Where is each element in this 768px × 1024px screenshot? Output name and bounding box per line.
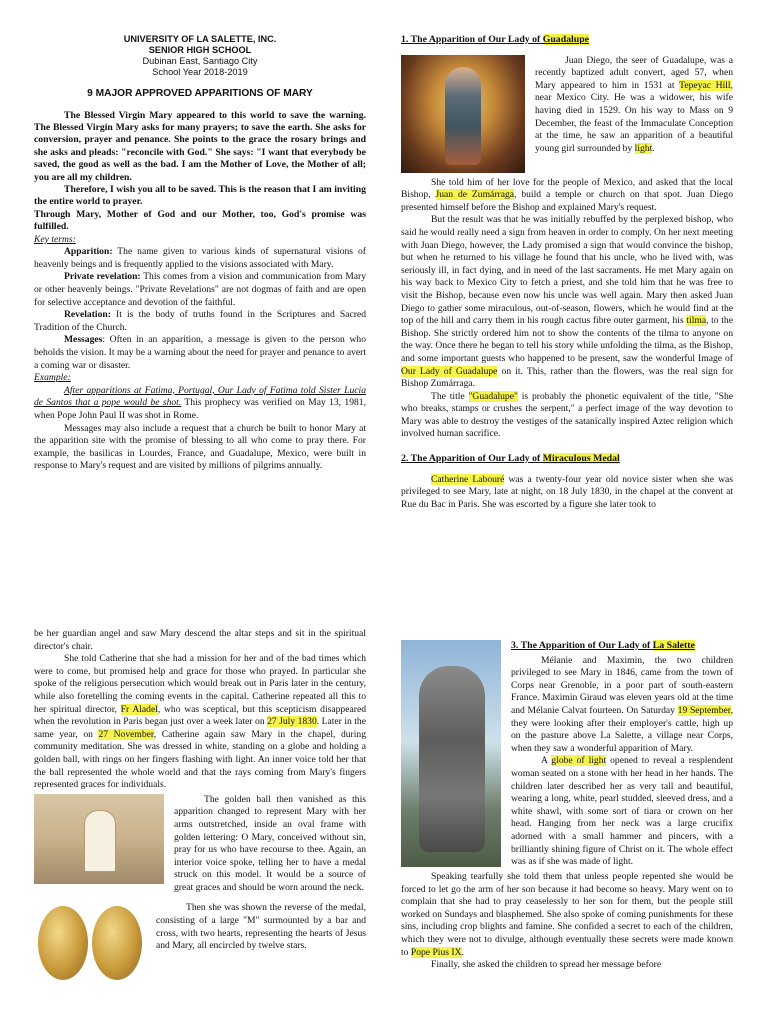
section-1-heading-text: 1. The Apparition of Our Lady of [401, 34, 543, 45]
term-apparition-label: Apparition: [64, 246, 113, 258]
s1p3-c: on it. This, rather than the flowers, was the real sign for Bishop Zumárraga. [401, 365, 734, 390]
term-private-revelation [34, 271, 366, 309]
section-2-continued-3: The golden ball then vanished as this apparition changed to represent Mary with her arms outstretched, inside an oval frame with golden lettering: O Mary, conceived without sin, pray for us who have recourse to thee. Again, an interior voice spoke, telling her to have a medal struck on this model. It would be a source of great graces and should be worn around the neck. [174, 793, 366, 893]
document-title: 9 MAJOR APPROVED APPARITIONS OF MARY [87, 88, 313, 99]
example-label: Example: [34, 372, 71, 384]
s1p3-hl2: Our Lady of Guadalupe [401, 365, 498, 377]
page-gap [0, 578, 768, 612]
s1p1-hl2: light [634, 142, 653, 154]
section-2-heading-highlight: Miraculous Medal [542, 453, 620, 465]
la-salette-image [401, 640, 501, 867]
s2p1-a: was a twenty-four year old novice sister when she was privileged to see Mary, late at night, on 18 July 1830, in the chapel at the convent at Rue du Bac in Paris. She was escorted by a figure she later took to [401, 473, 734, 510]
term-private-def: This comes from a vision and communication from Mary or other heavenly beings. "Private Revelations" are not dogmas of faith and are open for selective acceptance and devotion of the faithful. [34, 271, 366, 308]
s1p1-b: , near Mexico City. He was a widower, his wife having died in 1529. On his way to Mass on 9 December, the feast of the Immaculate Conception at the time, he saw an apparition of a beautiful young girl surrounded by [535, 79, 733, 154]
school-name: UNIVERSITY OF LA SALETTE, INC. [123, 34, 277, 44]
s1p3-hl: tilma [686, 315, 707, 327]
s1p2-a: She told him of her love for the people of Mexico, and asked that the local Bishop, [401, 176, 733, 201]
s1p2-hl: Juan de Zumárraga [435, 189, 515, 201]
section-3-paragraph-3 [401, 871, 733, 959]
term-revelation-label: Revelation: [64, 309, 111, 321]
s2c2-hl3: 27 November [98, 728, 154, 740]
s2c2-hl2: 27 July 1830 [267, 716, 317, 728]
section-1-paragraph-3 [401, 214, 733, 390]
section-3-heading-highlight: La Salette [652, 640, 695, 651]
s3p2-b: opened to reveal a resplendent woman seated on a stone with her head in her hands. The children later described her as very tall and beautiful, wearing a long, white, pearl studded, sleeved dress, and a white shawl, with some sort of tiara or crown on her head. Hanging from her neck was a large crucifix adorned with a small hammer and pincers, with a brilliantly shining figure of Christ on it. The whole effect was as if she was made of light. [511, 755, 733, 868]
s1p4-hl: "Guadalupe" [468, 390, 518, 402]
s3p3-b: . [461, 946, 464, 958]
s3p1-a: Mélanie and Maximin, the two children privileged to see Mary in 1846, came from the town of Corps near Grenoble, in a poor part of south-eastern France. Maximin Giraud was eleven years old at the time and Mélanie Calvat fourteen. On Saturday [511, 654, 733, 716]
section-2-heading [401, 453, 733, 466]
section-1-heading [401, 34, 733, 47]
example-underlined: After apparitions at Fatima, Portugal, Our Lady of Fatima told Sister Lucia de Santos that a pope would be shot. [34, 384, 366, 409]
s3p1-hl: 19 September [677, 704, 731, 716]
bottom-page [0, 612, 768, 1024]
left-column-top [34, 34, 366, 473]
right-column-top [401, 34, 733, 511]
school-dept: SENIOR HIGH SCHOOL [148, 45, 252, 55]
section-1-paragraph-2 [401, 177, 733, 215]
s3p2-hl: globe of light [551, 755, 607, 767]
example-rest: This prophecy was verified on May 13, 1981, when Pope John Paul II was shot in Rome. [34, 397, 366, 421]
school-header [34, 34, 366, 78]
term-revelation [34, 309, 366, 334]
s3p1-b: , they were looking after their employer's cattle, high up on the pasture above La Salette, a village near Corps, when they saw a wonderful apparition of Mary. [511, 704, 733, 754]
term-messages-def: : Often in an apparition, a message is given to the person who beholds the vision. It may be a warning about the need for prayer and penance to avert a coming war or disaster. [34, 334, 366, 371]
intro-paragraph-2: Therefore, I wish you all to be saved. This is the reason that I am inviting the entire world to prayer. [34, 184, 366, 208]
s1p3-a: But the result was that he was initially rebuffed by the perplexed bishop, who said he would really need a sign from heaven in order to comply. On her next meeting with Juan Diego, however, the Lady promised a sign that would convince the bishop, but when he returned to his village he found that his uncle, who he lived with, was seriously ill, in fact dying, and in need of the last sacraments. He met Mary again on his way back to Mexico City to fetch a priest, and she told him that he was free to visit the Bishop, because even now his uncle was well again. Mary then asked Juan Diego to gather some miraculous, out-of-season, flowers, which he would find at the top of the hill and carry them in his rough cactus fibre outer garment, his [401, 214, 733, 327]
left-column-bottom [34, 628, 366, 988]
s1p1-c: . [652, 142, 655, 154]
s2c2-c: . Later in the same year, on [34, 716, 366, 740]
example-text [34, 385, 366, 423]
s3p3-a: Speaking tearfully she told them that unless people repented she would be forced to let go the arm of her son because it had become so heavy. Mary went on to complain that she had to pray ceaselessly to her son for them, but the people still worked on Sundays and blasphemed. She also spoke of coming punishments for these sins, including crop blights and famine. She confided a secret to each of the children, which they were not to divulge, although eventually these secrets were made known to [401, 871, 733, 958]
section-2-continued-2 [34, 653, 366, 792]
intro-paragraph-1: The Blessed Virgin Mary appeared to this world to save the warning. The Blessed Virgin Mary asks for many prayers; to save the earth. She asks for conversion, prayer and penance. She points to the grace the rosary brings and she asks and pleads: "reconcile with God." She says: "I want that everybody be saved, the good as well as the bad. I am the Mother of Love, the Mother of all; you are all my children. [34, 109, 366, 183]
section-2-continued-4: Then she was shown the reverse of the medal, consisting of a large "M" surmounted by a bar and cross, with two hearts, representing the hearts of Jesus and Mary, all encircled by twelve stars. [156, 902, 366, 952]
term-messages-label: Messages [64, 334, 103, 346]
term-apparition-def: The name given to various kinds of supernatural visions of heavenly beings and is frequently applied to the visions associated with Mary. [34, 246, 366, 270]
s2c2-a: She told Catherine that she had a mission for her and of the bad times which were to come, but promised help and grace for those who prayed. In particular she spoke of the religious persecution which would break out in Paris later in the century, while also foretelling the coming events in the capital. Catherine repeated all this to her spiritual director, [34, 653, 366, 715]
s2c2-hl1: Fr Aladel [120, 703, 158, 715]
guadalupe-image [401, 55, 525, 173]
chapel-image [34, 794, 164, 884]
section-2-heading-text: 2. The Apparition of Our Lady of [401, 453, 543, 465]
s3p3-hl: Pope Pius IX [410, 946, 462, 958]
s1p3-b: , to the Bishop. She strictly ordered him not to show the contents of the tilma to anyone on the way. Once there he began to tell his story while unfolding the tilma, as the Bishop, and some important guests who happened to be present, saw the wonderful Image of [401, 315, 733, 364]
section-2-continued-1: be her guardian angel and saw Mary descend the altar steps and sit in the spiritual director's chair. [34, 628, 366, 652]
section-1-heading-highlight: Guadalupe [542, 34, 590, 45]
s1p1-a: Juan Diego, the seer of Guadalupe, was a recently baptized adult convert, aged 57, when Mary appeared to him in 1531 at [535, 54, 733, 91]
s2c2-d: , Catherine again saw Mary in the chapel, during community meditation. She was dressed in white, standing on a globe and holding a golden ball, with rings on her fingers flashing with light. An inner voice told her that the ball represented the whole world and that the rays coming from Mary's fingers represented graces for individuals. [34, 728, 366, 791]
school-year: School Year 2018-2019 [152, 67, 248, 77]
term-apparition [34, 246, 366, 271]
section-1-paragraph-4 [401, 391, 733, 441]
s1p4-b: is probably the phonetic equivalent of the title, "She who breaks, stamps or crushes the serpent," a perfect image of the way devotion to Mary was able to destroy the vestiges of the satanically inspired Aztec religion which involved human sacrifice. [401, 390, 733, 440]
section-2-paragraph-1 [401, 474, 733, 512]
section-3-paragraph-4: Finally, she asked the children to spread her message before [431, 959, 662, 971]
term-revelation-def: It is the body of truths found in the Scriptures and Sacred Tradition of the Church. [34, 309, 366, 333]
term-private-label: Private revelation: [64, 271, 141, 283]
section-3-heading-text: 3. The Apparition of Our Lady of [511, 640, 653, 651]
intro-paragraph-3: Through Mary, Mother of God and our Mother, too, God's promise was fulfilled. [34, 208, 366, 233]
key-terms-label: Key terms: [34, 233, 76, 245]
s1p4-a: The title [431, 390, 469, 402]
s1p1-hl: Tepeyac Hill [679, 79, 731, 91]
messages-more: Messages may also include a request that a church be built to honor Mary at the apparition site with the promise of blessing to all who come to pray there. For example, the basilicas in Lourdes, France, and Guadalupe, Mexico, were built in response to Mary's request and are visited by millions of pilgrims annually. [34, 422, 366, 472]
right-column-bottom [401, 640, 733, 972]
school-address: Dubinan East, Santiago City [142, 56, 258, 66]
s1p2-b: , build a temple or church on that spot. Juan Diego presented himself before the Bishop and explained Mary's request. [401, 189, 733, 213]
medal-image [34, 902, 146, 984]
term-messages [34, 334, 366, 372]
s3p2-a: A [541, 755, 552, 767]
s2c2-b: , who was sceptical, but this scepticism disappeared when the revolution in Paris began just over a week later on [34, 703, 366, 728]
s2p1-hl: Catherine Labouré [431, 473, 505, 485]
